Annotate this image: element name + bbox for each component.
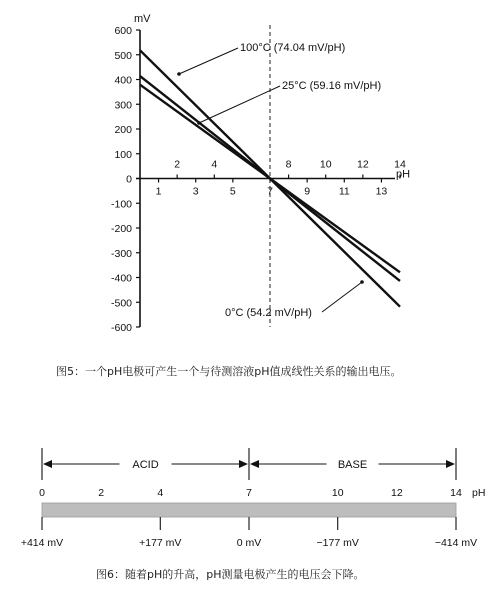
ph-tick-label: 2: [98, 487, 105, 499]
y-tick-label: 300: [114, 99, 132, 112]
scale-body: [21, 448, 486, 549]
x-tick-label-lower: 7: [267, 185, 273, 198]
ph-tick-label: 10: [331, 487, 344, 499]
y-tick-label: 500: [114, 49, 132, 62]
mv-label: −177 mV: [316, 537, 359, 549]
series-leader-dot: [177, 72, 181, 76]
ph-tick-label: 0: [39, 487, 45, 499]
mv-label: +177 mV: [139, 537, 182, 549]
y-tick-label: -200: [110, 223, 132, 235]
chart-axes: [111, 13, 410, 334]
base-label: BASE: [337, 459, 368, 471]
figure5-caption: 图5：一个pH电极可产生一个与待测溶液pH值成线性关系的输出电压。: [56, 365, 402, 378]
y-tick-label: 0: [126, 173, 132, 186]
y-tick-label: 100: [114, 148, 132, 161]
series-leader: [199, 86, 280, 123]
mv-label: −414 mV: [434, 537, 478, 549]
x-tick-label-lower: 1: [155, 185, 162, 198]
x-tick-label-upper: 10: [319, 158, 332, 171]
y-tick-label: -400: [110, 272, 132, 285]
y-tick-label: -100: [110, 198, 132, 211]
ph-scale-bar: [42, 503, 456, 517]
y-tick-label: -500: [110, 297, 132, 310]
series-label: 25°C (59.16 mV/pH): [282, 80, 382, 92]
mv-label: 0 mV: [236, 537, 262, 549]
x-tick-label-upper: 2: [174, 158, 181, 171]
y-tick-label: 200: [114, 124, 132, 136]
x-unit-label: pH: [396, 168, 411, 181]
y-unit-label: mV: [134, 13, 151, 25]
x-tick-label-lower: 13: [375, 185, 388, 198]
series-label: 100°C (74.04 mV/pH): [240, 42, 346, 54]
x-tick-label-upper: 12: [357, 158, 369, 171]
arrow-head-right: [446, 460, 455, 468]
arrow-head-right: [239, 460, 248, 468]
figure6-caption: 图6：随着pH的升高，pH测量电极产生的电压会下降。: [96, 568, 365, 581]
x-tick-label-lower: 9: [304, 185, 311, 198]
series-leader: [179, 48, 238, 74]
ph-tick-label: 12: [391, 487, 403, 499]
x-tick-label-upper: 4: [211, 158, 218, 171]
ph-tick-label: 7: [246, 487, 252, 499]
series-leader-dot: [360, 280, 364, 284]
series-labels: [177, 42, 381, 319]
x-tick-label-upper: 14: [394, 158, 406, 171]
mv-label: +414 mV: [20, 537, 64, 549]
x-tick-label-lower: 11: [338, 185, 350, 198]
x-tick-label-lower: 5: [229, 185, 236, 198]
ph-unit-label: pH: [472, 487, 486, 499]
ph-scale-diagram: [0, 420, 500, 560]
y-tick-label: -300: [110, 247, 132, 260]
ph-tick-label: 14: [450, 487, 462, 499]
series-leader-dot: [197, 121, 201, 125]
x-tick-label-upper: 8: [285, 158, 292, 171]
x-tick-label-lower: 3: [192, 185, 199, 198]
y-tick-label: -600: [110, 322, 132, 334]
y-tick-label: 400: [114, 74, 132, 87]
arrow-head-left: [250, 460, 259, 468]
arrow-head-left: [43, 460, 52, 468]
series-label: 0°C (54.2 mV/pH): [225, 307, 312, 319]
series-leader: [322, 282, 362, 312]
acid-label: ACID: [132, 459, 159, 471]
ph-tick-label: 4: [157, 487, 164, 499]
y-tick-label: 600: [114, 25, 132, 37]
